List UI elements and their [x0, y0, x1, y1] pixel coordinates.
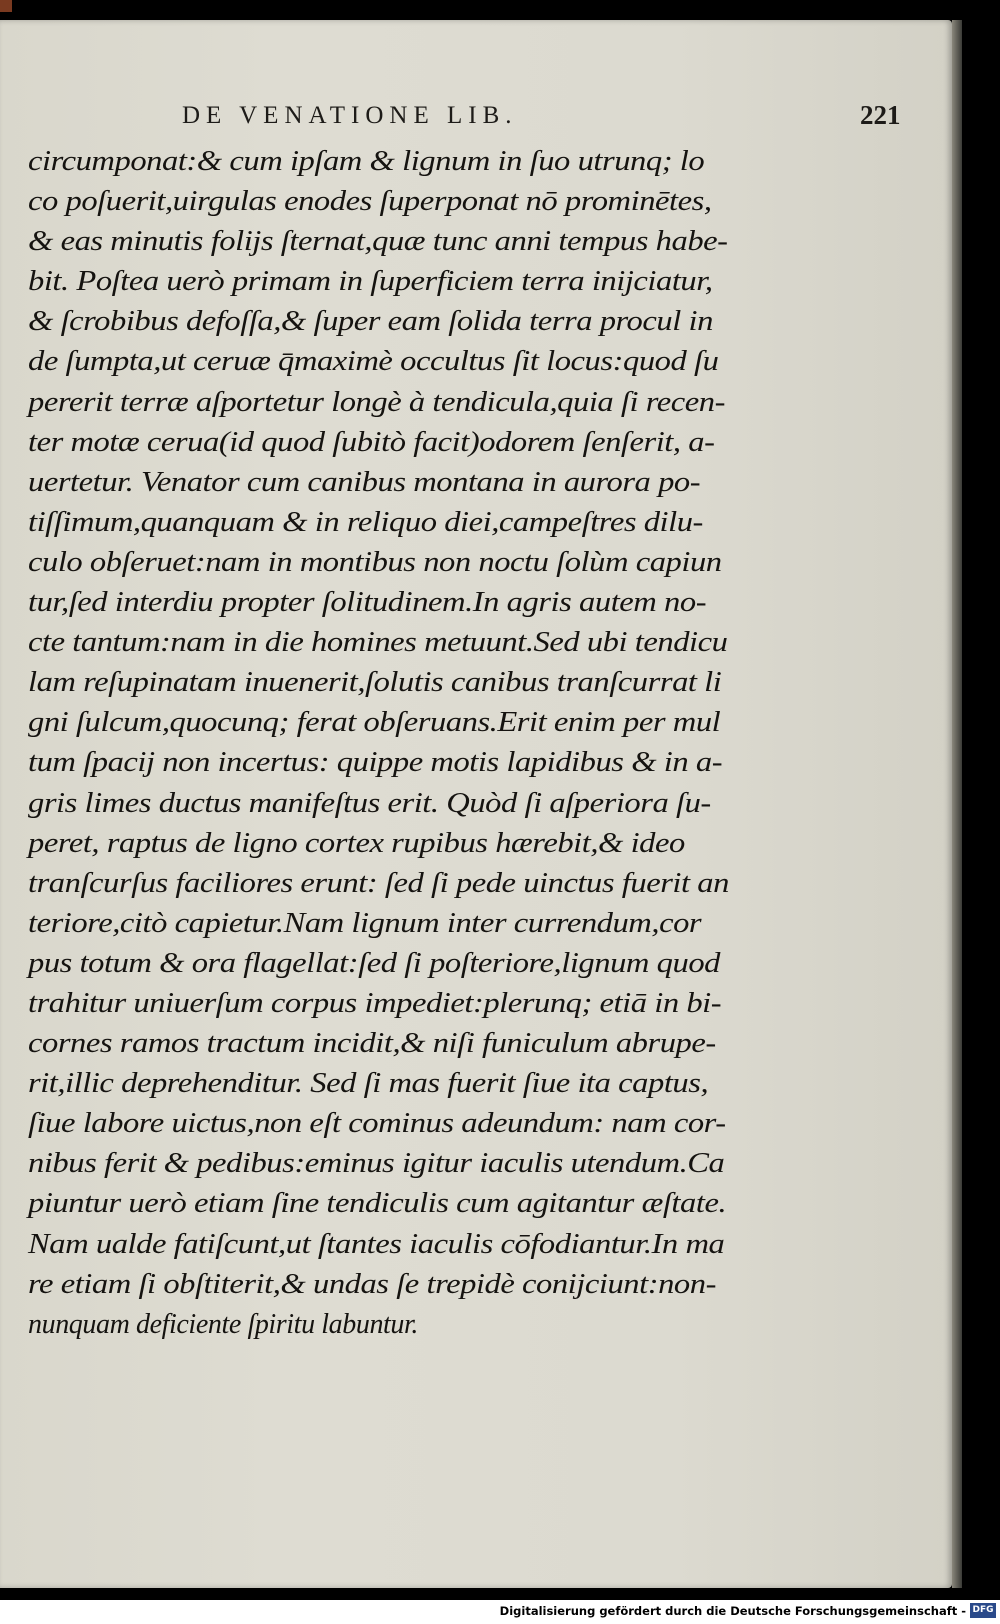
running-head	[0, 100, 952, 140]
text-line: ter motæ cerua(id quod ſubitò facit)odorem ſenſerit, a-	[28, 426, 715, 458]
dfg-logo: DFG	[970, 1603, 996, 1618]
text-line: tum ſpacij non incertus: quippe motis lapidibus & in a-	[28, 747, 723, 779]
text-line: cte tantum:nam in die homines metuunt.Sed ubi tendicu	[28, 627, 728, 659]
text-line: tranſcurſus faciliores erunt: ſed ſi pede uinctus fuerit an	[28, 867, 729, 899]
text-line: gni ſulcum,quocunq; ferat obſeruans.Erit enim per mul	[28, 707, 721, 739]
text-line: uertetur. Venator cum canibus montana in aurora po-	[28, 466, 701, 498]
text-line: & ſcrobibus defoſſa,& ſuper eam ſolida terra procul in	[28, 306, 713, 338]
color-calibration-mark	[0, 0, 12, 12]
text-line: pus totum & ora flagellat:ſed ſi poſteriore,lignum quod	[28, 947, 720, 979]
text-line: lam reſupinatam inuenerit,ſolutis canibus tranſcurrat li	[28, 667, 722, 699]
text-line: rit,illic deprehenditur. Sed ſi mas fuerit ſiue ita captus,	[28, 1068, 709, 1100]
text-line: pererit terræ aſportetur longè à tendicula,quia ſi recen-	[28, 386, 726, 418]
text-line: gris limes ductus manifeſtus erit. Quòd ſi aſperiora ſu-	[28, 787, 711, 819]
text-line: tur,ſed interdiu propter ſolitudinem.In agris autem no-	[28, 587, 707, 619]
text-line: co poſuerit,uirgulas enodes ſuperponat nō prominētes,	[28, 186, 712, 218]
text-line: trahitur uniuerſum corpus impediet:plerunq; etiā in bi-	[28, 987, 722, 1019]
text-line: peret, raptus de ligno cortex rupibus hærebit,& ideo	[28, 827, 685, 859]
running-title: DE VENATIONE LIB.	[182, 102, 518, 129]
text-line: circumponat:& cum ipſam & lignum in ſuo utrunq; lo	[28, 146, 705, 177]
text-line: tiſſimum,quanquam & in reliquo diei,campeſtres dilu-	[28, 506, 703, 538]
text-line: & eas minutis folijs ſternat,quæ tunc anni tempus habe-	[28, 226, 728, 258]
text-line: ſiue labore uictus,non eſt cominus adeundum: nam cor-	[28, 1108, 726, 1140]
footer-bar	[0, 1600, 1000, 1624]
text-line: teriore,citò capietur.Nam lignum inter currendum,cor	[28, 907, 702, 939]
page-edge-shadow	[952, 20, 962, 1588]
text-line: cornes ramos tractum incidit,& niſi funiculum abrupe-	[28, 1028, 716, 1060]
funding-credit: Digitalisierung gefördert durch die Deutsche Forschungsgemeinschaft -	[499, 1604, 966, 1618]
text-line: de ſumpta,ut ceruæ q̄maximè occultus ſit locus:quod ſu	[28, 346, 719, 378]
text-line: re etiam ſi obſtiterit,& undas ſe trepidè conijciunt:non-	[28, 1268, 716, 1300]
page-number: 221	[860, 100, 901, 130]
body-text	[28, 142, 728, 1345]
text-line: culo obſeruet:nam in montibus non noctu ſolùm capiun	[28, 546, 722, 578]
text-line: piuntur uerò etiam ſine tendiculis cum agitantur æſtate.	[28, 1188, 727, 1220]
text-line: nibus ferit & pedibus:eminus igitur iaculis utendum.Ca	[28, 1148, 725, 1180]
text-line: bit. Poſtea uerò primam in ſuperficiem terra inijciatur,	[28, 266, 713, 298]
text-line: nunquam deficiente ſpiritu labuntur.	[28, 1308, 419, 1340]
text-line: Nam ualde fatiſcunt,ut ſtantes iaculis cōfodiantur.In ma	[28, 1228, 725, 1260]
